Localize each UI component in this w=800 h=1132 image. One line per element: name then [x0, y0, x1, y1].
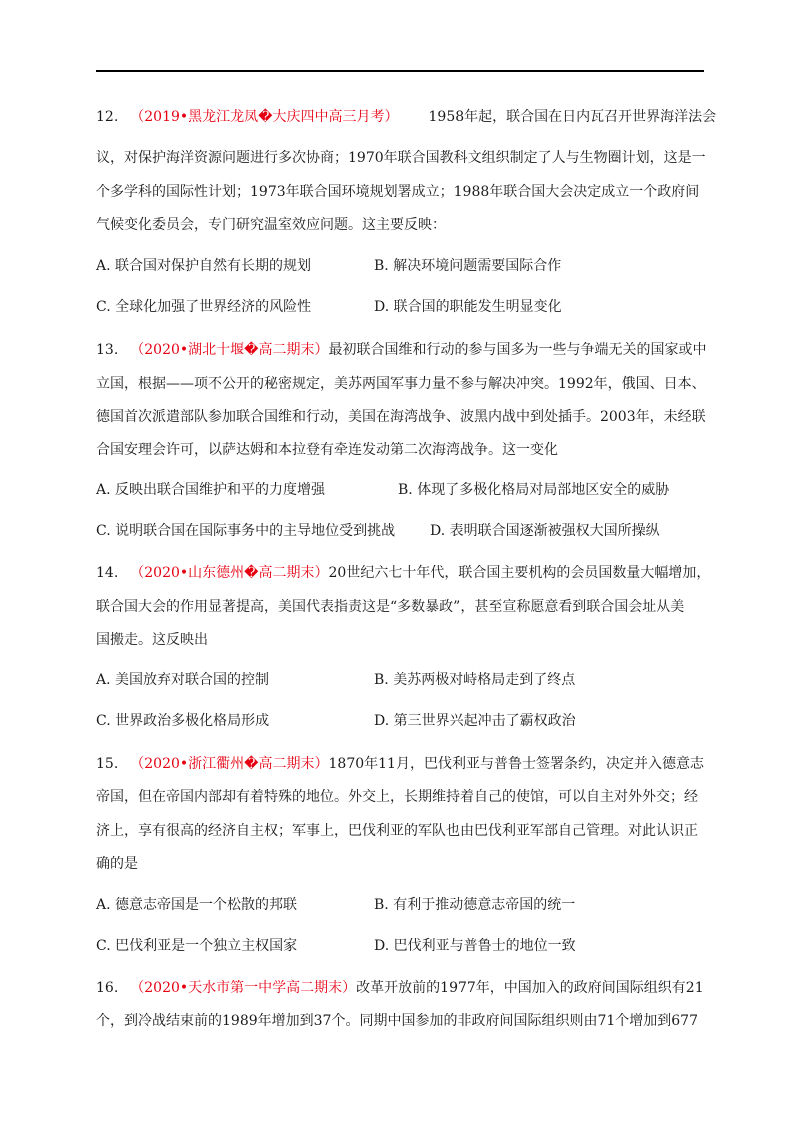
question-14-option-c[interactable]: C. 世界政治多极化格局形成	[96, 713, 270, 729]
question-14-option-a[interactable]: A. 美国放弃对联合国的控制	[96, 672, 270, 688]
question-15-option-a[interactable]: A. 德意志帝国是一个松散的邦联	[96, 897, 298, 913]
question-13-option-b[interactable]: B. 体现了多极化格局对局部地区安全的威胁	[398, 482, 670, 498]
top-rule	[96, 70, 704, 72]
question-number: 12.	[96, 109, 119, 125]
question-14-stem-line-3: 国搬走。这反映出	[96, 632, 208, 648]
source-tag: （2020•湖北十堰�高二期末）	[130, 342, 329, 358]
question-number: 14.	[96, 565, 119, 581]
source-tag: （2020•浙江衢州�高二期末）	[130, 756, 329, 772]
question-15-option-b[interactable]: B. 有利于推动德意志帝国的统一	[374, 897, 576, 913]
source-tag: （2020•山东德州�高二期末）	[130, 565, 329, 581]
question-14-stem-line-2: 联合国大会的作用显著提高，美国代表指责这是“多数暴政”，甚至宣称愿意看到联合国会址从美	[96, 599, 685, 615]
question-15-stem-line-1	[96, 755, 704, 773]
question-15-option-c[interactable]: C. 巴伐利亚是一个独立主权国家	[96, 938, 298, 954]
question-13-stem-line-3: 德国首次派遣部队参加联合国维和行动，美国在海湾战争、波黑内战中到处插手。2003年，未经联	[96, 409, 706, 425]
question-13-option-a[interactable]: A. 反映出联合国维护和平的力度增强	[96, 482, 326, 498]
stem-text: 20世纪六七十年代，联合国主要机构的会员国数量大幅增加，	[328, 565, 711, 581]
question-12-stem-line-2: 议，对保护海洋资源问题进行多次协商；1970年联合国教科文组织制定了人与生物圈计划，这是一	[96, 150, 706, 166]
stem-text: 最初联合国维和行动的参与国多为一些与争端无关的国家或中	[328, 342, 707, 358]
source-tag: （2020•天水市第一中学高二期末）	[130, 980, 357, 996]
question-12-option-c[interactable]: C. 全球化加强了世界经济的风险性	[96, 299, 312, 315]
question-13-stem-line-4: 合国安理会许可，以萨达姆和本拉登有牵连发动第二次海湾战争。这一变化	[96, 442, 558, 458]
question-13-stem-line-2: 立国，根据——项不公开的秘密规定，美苏两国军事力量不参与解决冲突。1992年，俄国、日本、	[96, 376, 706, 392]
question-12-option-d[interactable]: D. 联合国的职能发生明显变化	[374, 299, 562, 315]
question-16-stem-line-2: 个，到冷战结束前的1989年增加到37个。同期中国参加的非政府间国际组织则由71个增加到677	[96, 1013, 698, 1029]
question-15-stem-line-4: 确的是	[96, 856, 138, 872]
question-13-stem-line-1	[96, 341, 707, 359]
question-12-stem-line-3: 个多学科的国际性计划；1973年联合国环境规划署成立；1988年联合国大会决定成立一个政府间	[96, 184, 700, 200]
question-12-stem-line-4: 气候变化委员会，专门研究温室效应问题。这主要反映：	[96, 217, 446, 233]
question-12-stem-line-1	[96, 108, 716, 126]
question-15-option-d[interactable]: D. 巴伐利亚与普鲁士的地位一致	[374, 938, 576, 954]
question-number: 16.	[96, 980, 119, 996]
question-15-stem-line-3: 济上，享有很高的经济自主权；军事上，巴伐利亚的军队也由巴伐利亚军部自己管理。对此认识正	[96, 823, 698, 839]
source-tag: （2019•黑龙江龙凤�大庆四中高三月考）	[130, 109, 399, 125]
stem-text: 改革开放前的1977年，中国加入的政府间国际组织有21	[356, 980, 704, 996]
question-number: 13.	[96, 342, 119, 358]
question-13-option-d[interactable]: D. 表明联合国逐渐被强权大国所操纵	[430, 523, 660, 539]
question-number: 15.	[96, 756, 119, 772]
question-14-option-b[interactable]: B. 美苏两极对峙格局走到了终点	[374, 672, 576, 688]
question-15-stem-line-2: 帝国，但在帝国内部却有着特殊的地位。外交上，长期维持着自己的使馆，可以自主对外外交；经	[96, 789, 698, 805]
question-16-stem-line-1	[96, 979, 704, 997]
question-12-option-b[interactable]: B. 解决环境问题需要国际合作	[374, 258, 562, 274]
question-14-stem-line-1	[96, 564, 710, 582]
question-12-option-a[interactable]: A. 联合国对保护自然有长期的规划	[96, 258, 312, 274]
question-14-option-d[interactable]: D. 第三世界兴起冲击了霸权政治	[374, 713, 576, 729]
question-13-option-c[interactable]: C. 说明联合国在国际事务中的主导地位受到挑战	[96, 523, 396, 539]
stem-text: 1958年起，联合国在日内瓦召开世界海洋法会	[428, 109, 717, 125]
stem-text: 1870年11月，巴伐利亚与普鲁士签署条约，决定并入德意志	[328, 756, 704, 772]
